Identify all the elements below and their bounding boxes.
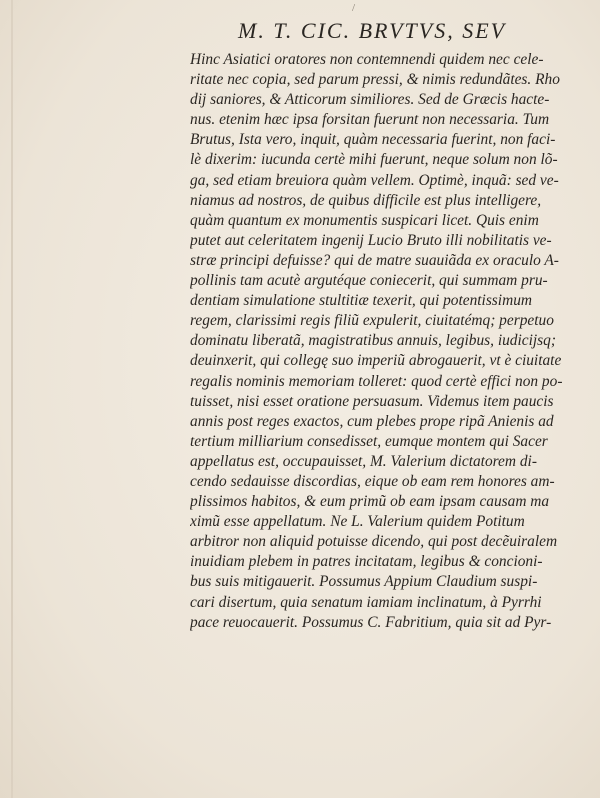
text-line: annis post reges exactos, cum plebes prope ripã Anienis ad	[190, 412, 554, 430]
text-line: nus. etenim hæc ipsa forsitan fuerunt non necessaria. Tum	[190, 111, 550, 129]
text-line: lè dixerim: iucunda certè mihi fuerunt, neque solum non lõ-	[190, 151, 558, 169]
text-line: quàm quantum ex monumentis suspicari licet. Quis enim	[190, 211, 539, 229]
text-line: deuinxerit, qui collegę suo imperiũ abrogauerit, vt è ciuitate	[190, 352, 562, 370]
text-line: appellatus est, occupauisset, M. Valerium dictatorem di-	[190, 452, 537, 470]
text-line: ritate nec copia, sed parum pressi, & nimis redundãtes. Rho	[190, 71, 560, 89]
text-line: arbitror non aliquid potuisse dicendo, qui post decẽuiralem	[190, 533, 558, 551]
text-line: dominatu liberatã, magistratibus annuis, legibus, iudicijsq;	[190, 332, 556, 350]
text-line: cendo sedauisse discordias, eique ob eam rem honores am-	[190, 472, 555, 490]
text-line: dij saniores, & Atticorum similiores. Sed de Græcis hacte-	[190, 91, 550, 109]
text-line: Hinc Asiatici oratores non contemnendi quidem nec cele-	[190, 51, 544, 68]
text-line: ximũ esse appellatum. Ne L. Valerium quidem Potitum	[190, 513, 525, 531]
page-mark: /	[352, 2, 356, 14]
text-line: putet aut celeritatem ingenij Lucio Bruto illi nobilitatis ve-	[190, 231, 552, 249]
text-line: bus suis mitigauerit. Possumus Appium Claudium suspi-	[190, 573, 538, 591]
text-line: stræ principi defuisse? qui de matre suauiãda ex oraculo A-	[190, 251, 559, 269]
text-line: tuisset, nisi esset oratione persuasum. Videmus item paucis	[190, 392, 554, 410]
text-line: niamus ad nostros, de quibus difficile est plus intelligere,	[190, 191, 542, 209]
text-line: ga, sed etiam breuiora quàm vellem. Optimè, inquã: sed ve-	[190, 171, 559, 189]
text-line: dentiam simulatione stultitiæ texerit, qui potentissimum	[190, 292, 532, 310]
text-line: pace reuocauerit. Possumus C. Fabritium, quia sit ad Pyr-	[190, 613, 552, 631]
text-line: regalis nominis memoriam tolleret: quod certè effici non po-	[190, 372, 563, 390]
text-line: inuidiam plebem in patres incitatam, legibus & concioni-	[190, 553, 543, 571]
text-line: regem, clarissimi regis filiũ expulerit, ciuitatémq; perpetuo	[190, 312, 554, 330]
text-line: Brutus, Ista vero, inquit, quàm necessaria fuerint, non faci-	[190, 131, 556, 149]
body-text	[190, 50, 575, 633]
text-line: cari disertum, quia senatum iamiam inclinatum, à Pyrrhi	[190, 593, 542, 611]
page-gutter	[11, 0, 13, 798]
text-line: pollinis tam acutè argutéque coniecerit, qui summam pru-	[190, 272, 548, 290]
text-line: tertium milliarium consedisset, eumque montem qui Sacer	[190, 432, 548, 450]
text-line: plissimos habitos, & eum primũ ob eam ipsam causam ma	[190, 493, 550, 511]
running-head: M. T. CIC. BRVTVS, SEV	[238, 18, 507, 43]
